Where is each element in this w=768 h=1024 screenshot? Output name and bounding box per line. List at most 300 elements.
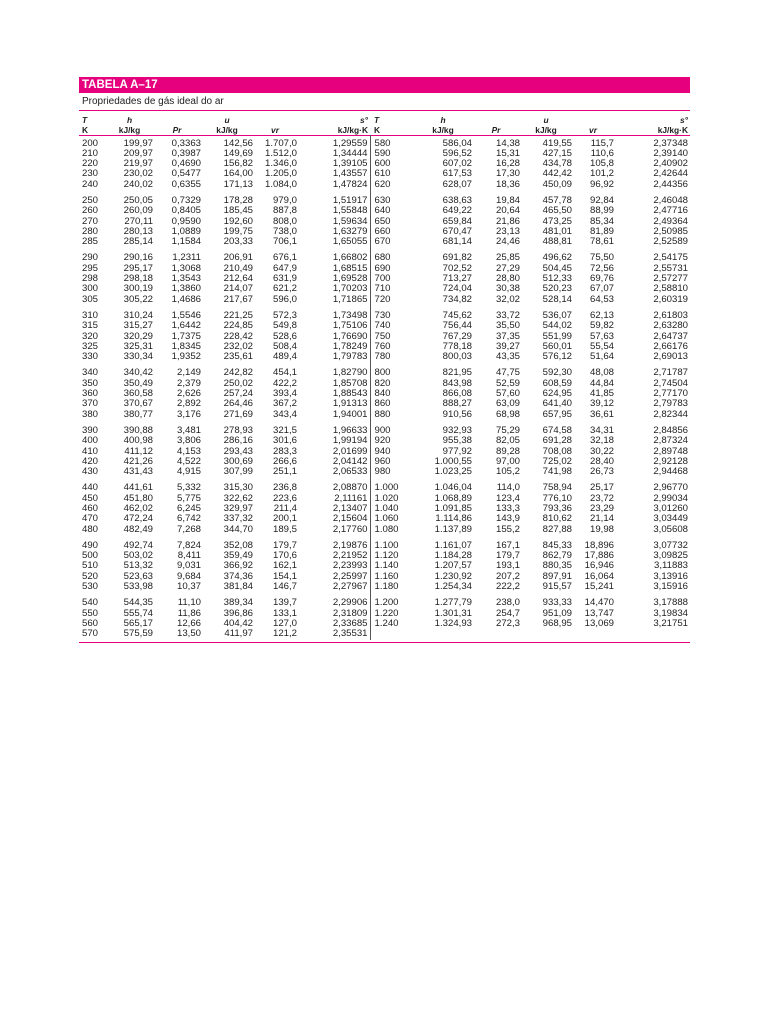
table-cell bbox=[520, 629, 572, 639]
table-cell: 115,7 bbox=[590, 137, 614, 149]
table-cell: 572,3 bbox=[272, 309, 297, 321]
table-cell: 647,9 bbox=[272, 262, 297, 274]
table-cell: 2,37348 bbox=[653, 137, 688, 149]
table-cell: 451,80 bbox=[123, 492, 153, 504]
table-cell: 427,15 bbox=[542, 147, 572, 159]
table-cell: 352,08 bbox=[223, 539, 253, 551]
table-cell: 19,84 bbox=[495, 194, 520, 206]
table-cell: 3,481 bbox=[176, 424, 201, 436]
col-header-T: T K bbox=[82, 114, 89, 135]
table-cell: 1,65055 bbox=[332, 236, 368, 248]
table-cell: 650 bbox=[370, 217, 414, 227]
table-cell: 162,1 bbox=[272, 560, 297, 572]
table-cell: 400 bbox=[82, 435, 99, 447]
table-cell: 2,06533 bbox=[332, 466, 368, 478]
table-cell: 2,626 bbox=[176, 388, 201, 400]
table-cell: 1,3860 bbox=[171, 283, 201, 295]
table-cell: 3,05608 bbox=[653, 523, 688, 535]
table-cell: 660 bbox=[370, 227, 414, 237]
table-cell: 713,27 bbox=[442, 273, 472, 285]
table-cell: 434,78 bbox=[542, 158, 572, 170]
table-cell: 69,76 bbox=[589, 273, 614, 285]
table-header bbox=[79, 111, 690, 135]
table-cell: 15,31 bbox=[495, 147, 520, 159]
table-cell: 179,7 bbox=[272, 539, 297, 551]
table-cell: 575,59 bbox=[123, 628, 153, 640]
table-cell: 657,95 bbox=[542, 408, 572, 420]
table-cell: 706,1 bbox=[272, 236, 297, 248]
table-cell: 450,09 bbox=[542, 178, 572, 190]
table-cell: 1,79783 bbox=[332, 351, 368, 363]
table-cell: 17,30 bbox=[495, 168, 520, 180]
table-cell: 366,92 bbox=[223, 560, 253, 572]
table-cell: 503,02 bbox=[123, 550, 153, 562]
table-cell: 2,44356 bbox=[653, 178, 688, 190]
table-cell: 88,99 bbox=[589, 205, 614, 217]
table-cell: 24,46 bbox=[495, 236, 520, 248]
table-cell: 280 bbox=[82, 225, 99, 237]
table-cell: 32,02 bbox=[495, 293, 520, 305]
table-cell: 260,09 bbox=[123, 205, 153, 217]
table-cell: 393,4 bbox=[272, 388, 297, 400]
table-cell: 16,946 bbox=[584, 560, 614, 572]
table-cell: 23,29 bbox=[589, 503, 614, 514]
table-cell: 1,1584 bbox=[171, 236, 201, 248]
table-cell: 968,95 bbox=[542, 617, 572, 629]
table-cell: 343,4 bbox=[272, 408, 297, 420]
table-cell: 360,58 bbox=[123, 388, 153, 400]
table-cell: 179,7 bbox=[495, 550, 520, 562]
table-cell: 315 bbox=[82, 320, 99, 332]
table-cell: 720 bbox=[370, 295, 414, 305]
table-cell: 641,40 bbox=[542, 398, 572, 410]
table-cell: 33,72 bbox=[495, 309, 520, 321]
table-cell: 565,17 bbox=[123, 617, 153, 629]
table-cell: 300,19 bbox=[123, 283, 153, 295]
table-cell: 724,04 bbox=[442, 283, 472, 295]
table-cell: 2,63280 bbox=[653, 320, 688, 332]
table-cell: 220 bbox=[82, 158, 99, 170]
table-cell: 888,27 bbox=[442, 398, 472, 410]
table-cell: 608,59 bbox=[542, 377, 572, 389]
table-cell: 1,94001 bbox=[332, 408, 368, 420]
table-cell: 1,9352 bbox=[171, 351, 201, 363]
table-cell: 702,52 bbox=[442, 262, 472, 274]
table-cell: 367,2 bbox=[272, 398, 297, 410]
table-cell: 2,19876 bbox=[332, 539, 368, 551]
table-cell: 1.161,07 bbox=[434, 539, 472, 551]
table-cell: 951,09 bbox=[542, 607, 572, 619]
table-cell: 254,7 bbox=[495, 607, 520, 619]
table-cell: 325,31 bbox=[123, 340, 153, 352]
table-cell: 23,72 bbox=[589, 492, 614, 504]
table-cell: 741,98 bbox=[542, 466, 572, 478]
table-cell: 2,89748 bbox=[653, 445, 688, 457]
table-cell: 3,13916 bbox=[653, 570, 688, 582]
table-cell: 649,22 bbox=[442, 205, 472, 217]
table-cell: 5,775 bbox=[176, 492, 201, 504]
table-cell: 640 bbox=[370, 206, 414, 216]
table-cell: 30,22 bbox=[589, 445, 614, 457]
table-cell: 221,25 bbox=[223, 309, 253, 321]
table-cell: 2,892 bbox=[176, 398, 201, 410]
table-cell: 250 bbox=[82, 194, 99, 206]
table-cell: 2,31809 bbox=[332, 607, 368, 619]
table-cell: 123,4 bbox=[495, 492, 520, 504]
table-cell: 710 bbox=[370, 284, 414, 294]
table-cell: 200,1 bbox=[272, 513, 297, 525]
table-cell: 845,33 bbox=[542, 539, 572, 551]
table-cell: 980 bbox=[370, 467, 414, 477]
table-cell: 23,13 bbox=[495, 225, 520, 237]
table-cell bbox=[614, 629, 690, 639]
table-cell: 322,62 bbox=[223, 492, 253, 504]
col-header-Pr-right: Pr bbox=[491, 124, 501, 135]
table-cell: 236,8 bbox=[272, 482, 297, 494]
table-cell: 266,6 bbox=[272, 455, 297, 467]
table-cell: 2,60319 bbox=[653, 293, 688, 305]
table-cell: 57,63 bbox=[589, 330, 614, 342]
table-cell: 0,7329 bbox=[171, 194, 201, 206]
table-cell: 1,4686 bbox=[171, 293, 201, 305]
table-cell: 793,36 bbox=[542, 503, 572, 514]
table-cell: 320 bbox=[82, 330, 99, 342]
table-cell: 1.324,93 bbox=[434, 617, 472, 629]
table-cell: 285 bbox=[82, 236, 99, 248]
table-cell: 199,97 bbox=[123, 137, 153, 149]
col-header-vr-right: vr bbox=[589, 124, 597, 135]
table-cell: 528,14 bbox=[542, 293, 572, 305]
table-cell: 39,27 bbox=[495, 340, 520, 352]
table-cell: 897,91 bbox=[542, 570, 572, 582]
table-cell: 730 bbox=[370, 305, 414, 321]
table-cell: 2,379 bbox=[176, 377, 201, 389]
table-cell: 550 bbox=[82, 607, 99, 619]
table-cell: 840 bbox=[370, 389, 414, 399]
table-cell: 82,05 bbox=[495, 435, 520, 447]
table-cell: 4,522 bbox=[176, 455, 201, 467]
table-cell: 2,92128 bbox=[653, 455, 688, 467]
table-cell: 15,241 bbox=[584, 581, 614, 593]
table-cell: 1.707,0 bbox=[264, 137, 297, 149]
table-cell: 510 bbox=[82, 560, 99, 572]
table-cell: 1.060 bbox=[370, 514, 414, 524]
table-cell: 1.512,0 bbox=[264, 147, 297, 159]
table-cell: 329,97 bbox=[223, 503, 253, 514]
table-cell: 41,85 bbox=[589, 388, 614, 400]
table-cell: 0,4690 bbox=[171, 158, 201, 170]
table-cell: 457,78 bbox=[542, 194, 572, 206]
table-cell: 6,245 bbox=[176, 503, 201, 514]
table-cell: 2,96770 bbox=[653, 482, 688, 494]
table-cell: 2,69013 bbox=[653, 351, 688, 363]
table-cell: 11,86 bbox=[177, 607, 201, 619]
table-cell: 1.220 bbox=[370, 609, 414, 619]
table-cell: 533,98 bbox=[123, 581, 153, 593]
table-cell: 8,411 bbox=[177, 550, 201, 562]
table-cell: 738,0 bbox=[272, 225, 297, 237]
table-cell: 64,53 bbox=[589, 293, 614, 305]
table-cell: 240 bbox=[82, 178, 99, 190]
table-cell: 1.277,79 bbox=[434, 597, 472, 609]
table-cell: 1.120 bbox=[370, 551, 414, 561]
table-cell: 691,28 bbox=[542, 435, 572, 447]
table-row bbox=[79, 305, 690, 321]
table-cell: 85,34 bbox=[589, 215, 614, 227]
table-cell: 528,6 bbox=[272, 330, 297, 342]
table-cell: 544,02 bbox=[542, 320, 572, 332]
table-cell: 1.068,89 bbox=[434, 492, 472, 504]
table-cell: 14,38 bbox=[495, 137, 520, 149]
table-cell: 2,40902 bbox=[653, 158, 688, 170]
table-body bbox=[79, 135, 690, 640]
table-cell: 1.137,89 bbox=[434, 523, 472, 535]
table-cell: 149,69 bbox=[223, 147, 253, 159]
table-cell: 2,66176 bbox=[653, 340, 688, 352]
table-cell: 758,94 bbox=[542, 482, 572, 494]
table-cell: 700 bbox=[370, 274, 414, 284]
table-cell: 171,13 bbox=[223, 178, 253, 190]
table-cell: 2,04142 bbox=[332, 455, 368, 467]
table-cell: 228,42 bbox=[223, 330, 253, 342]
table-cell: 821,95 bbox=[442, 367, 472, 379]
table-cell: 470 bbox=[82, 513, 99, 525]
table-cell: 330,34 bbox=[123, 351, 153, 363]
table-cell: 1.046,04 bbox=[434, 482, 472, 494]
table-cell: 3,09825 bbox=[653, 550, 688, 562]
table-cell: 1,51917 bbox=[332, 194, 368, 206]
table-cell: 422,2 bbox=[272, 377, 297, 389]
table-cell: 960 bbox=[370, 457, 414, 467]
table-row bbox=[79, 582, 690, 592]
table-cell: 2,77170 bbox=[653, 388, 688, 400]
table-cell: 513,32 bbox=[123, 560, 153, 572]
table-cell: 305,22 bbox=[123, 293, 153, 305]
table-cell: 139,7 bbox=[272, 597, 297, 609]
table-cell: 1.000,55 bbox=[434, 455, 472, 467]
table-cell: 1,85708 bbox=[332, 377, 368, 389]
table-cell: 381,84 bbox=[223, 581, 253, 593]
table-cell: 745,62 bbox=[442, 309, 472, 321]
table-cell: 11,10 bbox=[177, 597, 201, 609]
table-cell: 295,17 bbox=[123, 262, 153, 274]
table-cell: 178,28 bbox=[223, 194, 253, 206]
table-cell: 0,8405 bbox=[171, 205, 201, 217]
table-cell: 2,149 bbox=[176, 367, 201, 379]
table-cell: 154,1 bbox=[272, 570, 297, 582]
table-cell: 21,14 bbox=[589, 513, 614, 525]
table-cell: 13,069 bbox=[584, 617, 614, 629]
table-cell: 1.207,57 bbox=[434, 560, 472, 572]
table-cell: 1,78249 bbox=[332, 340, 368, 352]
table-cell: 551,99 bbox=[542, 330, 572, 342]
table-cell: 3,21751 bbox=[653, 617, 688, 629]
table-cell: 238,0 bbox=[495, 597, 520, 609]
table-cell: 540 bbox=[82, 597, 99, 609]
table-cell: 520 bbox=[82, 570, 99, 582]
table-cell: 411,12 bbox=[124, 445, 153, 457]
table-cell: 2,29906 bbox=[332, 597, 368, 609]
table-cell: 2,79783 bbox=[653, 398, 688, 410]
table-cell: 1,71865 bbox=[332, 293, 368, 305]
table-cell: 105,2 bbox=[495, 466, 520, 478]
col-header-u-right: u kJ/kg bbox=[535, 114, 557, 135]
table-cell: 780 bbox=[370, 352, 414, 362]
table-cell: 1.180 bbox=[370, 582, 414, 592]
table-cell: 278,93 bbox=[223, 424, 253, 436]
table-cell: 887,8 bbox=[272, 205, 297, 217]
table-cell: 2,52589 bbox=[653, 236, 688, 248]
table-cell: 6,742 bbox=[176, 513, 201, 525]
table-cell: 370,67 bbox=[123, 398, 153, 410]
table-cell: 536,07 bbox=[542, 309, 572, 321]
table-cell: 242,82 bbox=[223, 367, 253, 379]
table-cell: 235,61 bbox=[223, 351, 253, 363]
table-cell: 330 bbox=[82, 351, 99, 363]
table-cell: 2,39140 bbox=[653, 147, 688, 159]
table-cell: 310,24 bbox=[123, 309, 153, 321]
table-cell: 35,50 bbox=[495, 320, 520, 332]
table-cell: 691,82 bbox=[442, 252, 472, 264]
table-cell: 756,44 bbox=[442, 320, 472, 332]
table-cell: 72,56 bbox=[589, 262, 614, 274]
table-cell: 110,6 bbox=[590, 147, 614, 159]
table-cell: 7,824 bbox=[176, 539, 201, 551]
table-row bbox=[79, 436, 690, 446]
table-cell: 489,4 bbox=[272, 351, 297, 363]
table-cell: 1,2311 bbox=[172, 252, 201, 264]
table-cell: 1.301,31 bbox=[434, 607, 472, 619]
table-cell: 2,50985 bbox=[653, 225, 688, 237]
table-cell: 32,18 bbox=[589, 435, 614, 447]
table-cell: 47,75 bbox=[495, 367, 520, 379]
table-row bbox=[79, 535, 690, 551]
table-cell: 300 bbox=[82, 283, 99, 295]
table-row bbox=[79, 467, 690, 477]
table-cell: 25,17 bbox=[589, 482, 614, 494]
table-cell: 298,18 bbox=[123, 273, 153, 285]
table-cell: 520,23 bbox=[542, 283, 572, 295]
table-cell: 1,8345 bbox=[171, 340, 201, 352]
table-cell: 708,08 bbox=[542, 445, 572, 457]
table-cell: 28,80 bbox=[495, 273, 520, 285]
table-cell: 210 bbox=[82, 147, 99, 159]
table-cell: 2,94468 bbox=[653, 466, 688, 478]
table-cell: 7,268 bbox=[176, 523, 201, 535]
table-cell: 4,915 bbox=[176, 466, 201, 478]
table-cell: 25,85 bbox=[495, 252, 520, 264]
table-cell: 2,71787 bbox=[653, 367, 688, 379]
table-row bbox=[79, 592, 690, 608]
air-properties-table bbox=[79, 111, 690, 640]
table-cell: 900 bbox=[370, 420, 414, 436]
table-cell: 421,26 bbox=[123, 455, 153, 467]
table-cell: 270 bbox=[82, 215, 99, 227]
table-cell: 680 bbox=[370, 247, 414, 263]
table-cell: 4,153 bbox=[176, 445, 201, 457]
table-cell: 955,38 bbox=[442, 435, 472, 447]
table-row bbox=[79, 362, 690, 378]
table-cell: 496,62 bbox=[542, 252, 572, 264]
table-cell: 37,35 bbox=[495, 330, 520, 342]
table-cell: 1,91313 bbox=[332, 398, 368, 410]
table-cell: 295 bbox=[82, 262, 99, 274]
table-cell: 207,2 bbox=[495, 570, 520, 582]
table-cell: 26,73 bbox=[589, 466, 614, 478]
table-cell: 0,9590 bbox=[171, 215, 201, 227]
table-cell: 725,02 bbox=[542, 455, 572, 467]
table-cell: 1.200 bbox=[370, 592, 414, 608]
table-cell: 344,70 bbox=[223, 523, 253, 535]
table-cell: 576,12 bbox=[542, 351, 572, 363]
table-cell: 250,02 bbox=[223, 377, 253, 389]
table-cell: 280,13 bbox=[123, 225, 153, 237]
table-cell: 862,79 bbox=[542, 550, 572, 562]
table-cell: 2,57277 bbox=[653, 273, 688, 285]
table-cell: 2,42644 bbox=[653, 168, 688, 180]
table-cell: 5,332 bbox=[176, 482, 201, 494]
table-cell: 92,84 bbox=[589, 194, 614, 206]
bottom-rule bbox=[79, 642, 690, 643]
table-cell: 2,27967 bbox=[332, 581, 368, 593]
table-cell: 305 bbox=[82, 293, 99, 305]
table-row bbox=[79, 321, 690, 331]
table-cell: 320,29 bbox=[123, 330, 153, 342]
table-cell: 1.240 bbox=[370, 619, 414, 629]
table-cell: 114,0 bbox=[496, 482, 520, 494]
table-cell: 21,86 bbox=[495, 215, 520, 227]
table-cell: 210,49 bbox=[223, 262, 253, 274]
table-cell: 325 bbox=[82, 340, 99, 352]
table-cell: 350 bbox=[82, 377, 99, 389]
table-cell: 18,896 bbox=[584, 539, 614, 551]
table-row bbox=[79, 477, 690, 493]
table-cell: 389,34 bbox=[223, 597, 253, 609]
table-cell: 57,60 bbox=[495, 388, 520, 400]
table-cell: 34,31 bbox=[589, 424, 614, 436]
table-cell: 217,67 bbox=[223, 293, 253, 305]
property-table-page bbox=[79, 77, 690, 643]
table-cell: 0,6355 bbox=[171, 178, 201, 190]
table-cell: 156,82 bbox=[223, 158, 253, 170]
table-cell: 504,45 bbox=[542, 262, 572, 274]
table-cell: 2,61803 bbox=[653, 309, 688, 321]
table-cell: 450 bbox=[82, 492, 99, 504]
table-cell: 1,3543 bbox=[171, 273, 201, 285]
table-cell: 441,61 bbox=[123, 482, 153, 494]
table-cell: 2,33685 bbox=[332, 617, 368, 629]
table-cell: 1,63279 bbox=[332, 225, 368, 237]
table-cell: 209,97 bbox=[123, 147, 153, 159]
table-cell: 271,69 bbox=[223, 408, 253, 420]
table-cell: 206,91 bbox=[223, 252, 253, 264]
table-cell: 808,0 bbox=[272, 215, 297, 227]
table-cell: 146,7 bbox=[272, 581, 297, 593]
table-cell bbox=[472, 629, 520, 639]
table-row bbox=[79, 190, 690, 206]
table-cell: 1.140 bbox=[370, 561, 414, 571]
table-cell: 2,46048 bbox=[653, 194, 688, 206]
table-cell: 1.091,85 bbox=[434, 503, 472, 514]
table-cell: 473,25 bbox=[542, 215, 572, 227]
table-cell: 13,50 bbox=[176, 628, 201, 640]
table-cell: 81,89 bbox=[589, 225, 614, 237]
table-cell: 321,5 bbox=[272, 424, 297, 436]
table-cell: 820 bbox=[370, 379, 414, 389]
table-cell: 624,95 bbox=[542, 388, 572, 400]
table-cell: 1,96633 bbox=[332, 424, 368, 436]
table-cell: 596,52 bbox=[442, 147, 472, 159]
